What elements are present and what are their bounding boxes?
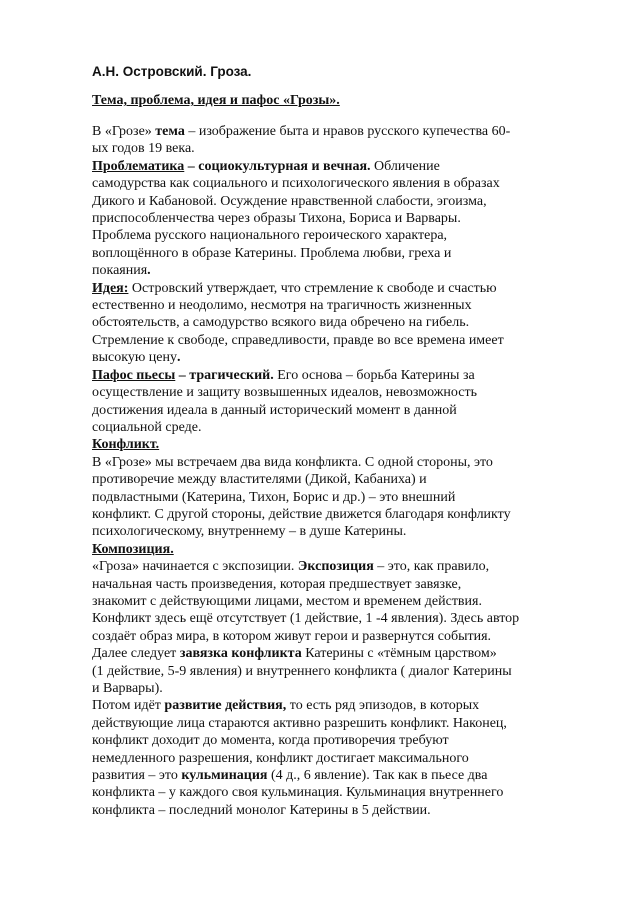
text-run: «Гроза» начинается с экспозиции. — [92, 559, 298, 575]
text-run: В «Грозе» — [92, 124, 156, 139]
text-run: Конфликт здесь ещё отсутствует (1 действие, 1 -4 явления). Здесь автор — [92, 611, 520, 627]
text-line — [92, 506, 600, 523]
text-run: Проблема русского национального героического характера, — [92, 228, 448, 244]
text-run: воплощённого в образе Катерины. Проблема любви, греха и — [92, 245, 452, 261]
text-run: завязка конфликта — [179, 646, 302, 662]
text-run: самодурства как социального и психологического явления в образах — [92, 176, 500, 192]
text-line — [92, 802, 600, 819]
text-run: конфликта – последний монолог Катерины в 5 действии. — [92, 802, 431, 818]
text-run: противоречие между властителями (Дикой, Кабаниха) и — [92, 472, 427, 488]
text-run: высокую цену — [92, 350, 177, 366]
text-line — [92, 541, 600, 558]
text-run: – социокультурная и вечная. — [184, 158, 371, 174]
text-run: Потом идёт — [92, 698, 165, 714]
text-run: Его основа – борьба Катерины за — [273, 367, 475, 383]
text-run: Дикого и Кабановой. Осуждение нравственной слабости, эгоизма, — [92, 193, 487, 209]
text-run: Конфликт. — [92, 437, 160, 453]
section-title: Тема, проблема, идея и пафос «Грозы». — [92, 93, 340, 108]
text-line — [92, 193, 600, 210]
text-line — [92, 767, 600, 784]
text-line — [92, 680, 600, 697]
text-run: – изображение быта и нравов русского купечества 60- — [184, 124, 511, 139]
text-line — [92, 697, 600, 714]
text-run: – — [175, 367, 190, 383]
text-run: начальная часть произведения, которая предшествует завязке, — [92, 576, 462, 592]
text-run: и Варвары). — [92, 681, 163, 696]
text-line — [92, 384, 600, 401]
text-line — [92, 402, 600, 419]
text-line — [92, 210, 600, 227]
text-run: психологическому, внутреннему – в душе Катерины. — [92, 524, 407, 540]
text-run: Проблематика — [92, 158, 185, 174]
text-run: Далее следует — [92, 646, 180, 662]
text-run: естественно и неодолимо, несмотря на трагичность жизненных — [92, 298, 472, 314]
text-run: приспособленчества через образы Тихона, Бориса и Варвары. — [92, 211, 461, 227]
text-line — [92, 419, 600, 436]
text-run: – это, как правило, — [373, 559, 490, 575]
text-run: Катерины с «тёмным царством» — [301, 646, 497, 662]
document-page — [92, 64, 600, 819]
text-run: достижения идеала в данный исторический момент в данной — [92, 402, 457, 418]
text-run: кульминация — [181, 768, 268, 784]
text-line — [92, 454, 600, 471]
text-run: конфликт. С другой стороны, действие движется благодаря конфликту — [92, 506, 511, 522]
text-run: В «Грозе» мы встречаем два вида конфликта. С одной стороны, это — [92, 454, 493, 470]
text-run: конфликта – у каждого своя кульминация. Кульминация внутреннего — [92, 785, 504, 801]
text-run: подвластными (Катерина, Тихон, Борис и др.) – это внешний — [92, 489, 456, 505]
text-line — [92, 715, 600, 732]
text-run: Экспозиция — [297, 559, 374, 575]
text-line — [92, 628, 600, 645]
text-run: развития – это — [92, 768, 182, 784]
text-line — [92, 576, 600, 593]
text-line — [92, 732, 600, 749]
text-line — [92, 663, 600, 680]
text-run: Идея: — [92, 280, 129, 296]
text-line — [92, 314, 600, 331]
text-run: немедленного разрешения, конфликт достигает максимального — [92, 750, 469, 766]
text-line — [92, 297, 600, 314]
text-run: покаяния — [92, 263, 148, 279]
text-line — [92, 123, 600, 140]
text-run: обстоятельств, а самодурство всякого вида обречено на гибель. — [92, 315, 470, 331]
text-line — [92, 784, 600, 801]
text-run: Обличение — [370, 158, 440, 174]
text-line — [92, 245, 600, 262]
text-run: развитие действия, — [164, 698, 287, 714]
text-run: действующие лица стараются активно разрешить конфликт. Наконец, — [92, 715, 507, 731]
document-title: А.Н. Островский. Гроза. — [92, 64, 252, 79]
text-run: . — [177, 350, 181, 366]
text-line — [92, 471, 600, 488]
text-line — [92, 593, 600, 610]
text-run: социальной среде. — [92, 419, 202, 435]
text-line — [92, 610, 600, 627]
text-line — [92, 140, 600, 157]
text-run: (1 действие, 5-9 явления) и внутреннего конфликта ( диалог Катерины — [92, 663, 512, 679]
text-run: Пафос пьесы — [92, 367, 176, 383]
text-run: знакомит с действующими лицами, местом и временем действия. — [92, 593, 482, 609]
text-run: то есть ряд эпизодов, в которых — [286, 698, 480, 714]
text-line — [92, 436, 600, 453]
text-run: Стремление к свободе, справедливости, правде во все времена имеет — [92, 332, 504, 348]
text-run: . — [147, 263, 151, 279]
text-line — [92, 262, 600, 279]
text-line — [92, 750, 600, 767]
text-run: создаёт образ мира, в котором живут герои и развернутся события. — [92, 628, 492, 644]
text-line — [92, 332, 600, 349]
text-line — [92, 523, 600, 540]
body-text — [92, 123, 600, 819]
text-line — [92, 645, 600, 662]
text-line — [92, 349, 600, 366]
text-line — [92, 489, 600, 506]
text-line — [92, 175, 600, 192]
text-run: тема — [155, 124, 185, 139]
text-line — [92, 280, 600, 297]
text-run: Композиция. — [92, 541, 174, 557]
text-line — [92, 558, 600, 575]
text-run: (4 д., 6 явление). Так как в пьесе два — [267, 768, 488, 784]
text-run: Островский утверждает, что стремление к свободе и счастью — [128, 280, 497, 296]
text-run: трагический. — [189, 367, 274, 383]
text-run: ых годов 19 века. — [92, 141, 195, 157]
text-run: конфликт доходит до момента, когда противоречия требуют — [92, 733, 449, 749]
text-run: осуществление и защиту возвышенных идеалов, невозможность — [92, 385, 477, 401]
text-line — [92, 367, 600, 384]
text-line — [92, 227, 600, 244]
text-line — [92, 158, 600, 175]
